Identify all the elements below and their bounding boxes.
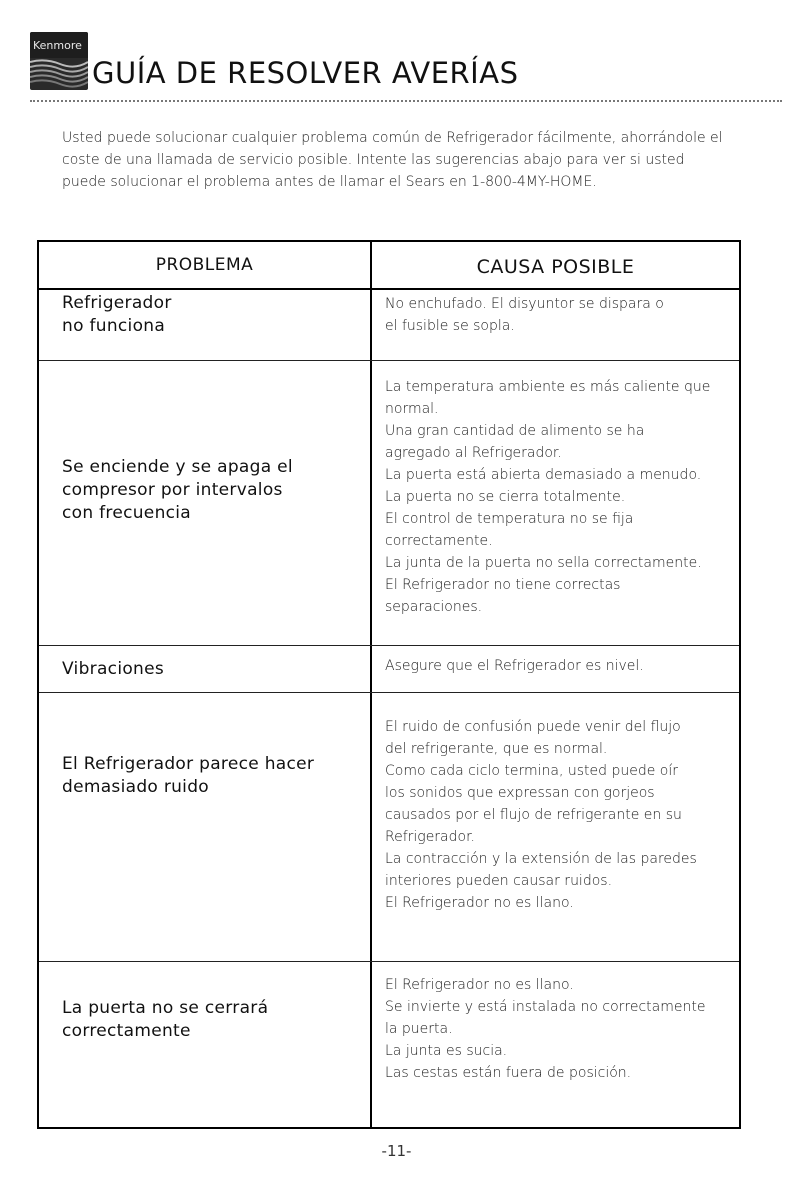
cause-line: Una gran cantidad de alimento se ha	[385, 423, 645, 439]
title-divider	[30, 100, 782, 102]
column-divider	[370, 242, 372, 1127]
problem-line: compresor por intervalos	[62, 480, 283, 500]
cause-line: separaciones.	[385, 599, 483, 615]
cause-line: La junta es sucia.	[385, 1043, 508, 1059]
cause-line: Refrigerador.	[385, 829, 476, 845]
problem-line: Vibraciones	[62, 659, 165, 679]
cause-line: Las cestas están fuera de posición.	[385, 1065, 632, 1081]
row-divider	[39, 961, 739, 962]
problem-line: Refrigerador	[62, 293, 172, 313]
intro-line: coste de una llamada de servicio posible. Intente las sugerencias abajo para ver si usted	[62, 152, 685, 168]
intro-line: Usted puede solucionar cualquier problema común de Refrigerador fácilmente, ahorrándole el	[62, 130, 723, 146]
page-title: GUÍA DE RESOLVER AVERÍAS	[92, 56, 519, 90]
problem-line: La puerta no se cerrará	[62, 998, 269, 1018]
cause-line: normal.	[385, 401, 439, 417]
cause-cell	[385, 376, 737, 618]
cause-line: No enchufado. El disyuntor se dispara o	[385, 296, 664, 312]
header-cause: CAUSA POSIBLE	[476, 256, 635, 278]
problem-cell	[62, 658, 362, 681]
cause-line: El Refrigerador no tiene correctas	[385, 577, 621, 593]
cause-line: causados por el flujo de refrigerante en su	[385, 807, 682, 823]
intro-paragraph	[62, 127, 762, 193]
cause-cell	[385, 655, 737, 677]
cause-line: el fusible se sopla.	[385, 318, 515, 334]
cause-cell	[385, 716, 737, 914]
problem-cell	[62, 456, 362, 525]
row-divider	[39, 645, 739, 646]
cause-line: La puerta no se cierra totalmente.	[385, 489, 626, 505]
logo-wave-icon	[30, 56, 88, 90]
cause-line: El Refrigerador no es llano.	[385, 895, 574, 911]
problem-line: correctamente	[62, 1021, 191, 1041]
cause-line: El control de temperatura no se fija	[385, 511, 634, 527]
cause-line: los sonidos que expressan con gorjeos	[385, 785, 655, 801]
cause-line: La junta de la puerta no sella correctamente.	[385, 555, 702, 571]
cause-line: interiores pueden causar ruidos.	[385, 873, 613, 889]
cause-line: la puerta.	[385, 1021, 453, 1037]
cause-line: del refrigerante, que es normal.	[385, 741, 608, 757]
problem-line: Se enciende y se apaga el	[62, 457, 293, 477]
cause-line: Asegure que el Refrigerador es nivel.	[385, 658, 644, 674]
problem-cell	[62, 753, 362, 799]
kenmore-logo	[30, 32, 88, 90]
row-divider	[39, 692, 739, 693]
cause-line: correctamente.	[385, 533, 493, 549]
cause-line: Se invierte y está instalada no correctamente	[385, 999, 706, 1015]
row-divider	[39, 360, 739, 361]
troubleshooting-table	[37, 240, 741, 1129]
cause-line: La temperatura ambiente es más caliente que	[385, 379, 711, 395]
page-number: -11-	[381, 1142, 412, 1160]
cause-line: El ruido de confusión puede venir del flujo	[385, 719, 681, 735]
problem-cell	[62, 292, 362, 338]
problem-line: no funciona	[62, 316, 166, 336]
intro-line: puede solucionar el problema antes de llamar el Sears en 1-800-4MY-HOME.	[62, 174, 597, 190]
header-problem: PROBLEMA	[155, 255, 254, 275]
cause-line: La puerta está abierta demasiado a menudo.	[385, 467, 702, 483]
problem-cell	[62, 997, 362, 1043]
cause-line: Como cada ciclo termina, usted puede oír	[385, 763, 679, 779]
problem-line: demasiado ruido	[62, 777, 209, 797]
problem-line: con frecuencia	[62, 503, 192, 523]
cause-cell	[385, 293, 737, 337]
cause-line: La contracción y la extensión de las paredes	[385, 851, 697, 867]
cause-line: El Refrigerador no es llano.	[385, 977, 574, 993]
cause-cell	[385, 974, 737, 1084]
header-rule	[39, 288, 739, 290]
logo-text: Kenmore	[33, 39, 82, 52]
cause-line: agregado al Refrigerador.	[385, 445, 562, 461]
problem-line: El Refrigerador parece hacer	[62, 754, 315, 774]
